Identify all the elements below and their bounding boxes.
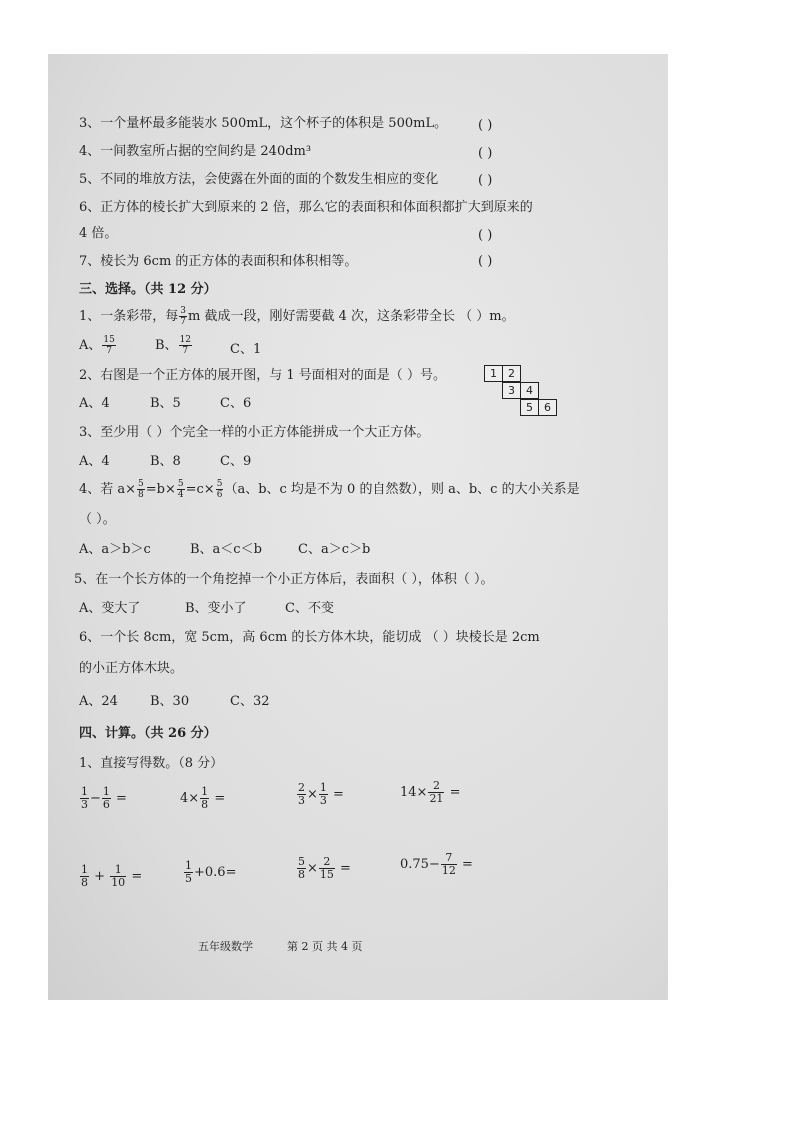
numerator: 5: [216, 479, 223, 489]
choice-q4-line2: （ ）。: [79, 512, 116, 527]
fraction: [184, 860, 193, 885]
judge-q7-paren: ( ): [478, 254, 493, 269]
judge-q5-paren: ( ): [478, 173, 493, 188]
numerator: 1: [81, 863, 88, 876]
judge-q6-line2: 4 倍。: [79, 226, 118, 241]
net-face-6: 6: [538, 399, 557, 416]
equals: =: [214, 791, 226, 806]
judge-q6-line1: 6、正方体的棱长扩大到原来的 2 倍，那么它的表面积和体面积都扩大到原来的: [79, 200, 533, 215]
operator: ×: [307, 861, 318, 876]
denominator: 5: [185, 872, 192, 885]
equals: =: [449, 785, 461, 800]
calc-section-title: 四、计算。（共 26 分）: [79, 726, 217, 741]
calc-expr-8: [400, 852, 473, 877]
choice-q6-option-b: B、30: [150, 694, 190, 709]
numerator: 5: [177, 479, 184, 489]
net-face-5: 5: [520, 399, 539, 416]
numerator: 7: [441, 852, 457, 865]
cube-net-diagram: [484, 365, 574, 419]
operator: −: [90, 791, 101, 806]
denominator: 7: [182, 346, 189, 356]
q4-text: =c×: [185, 482, 215, 497]
choice-q1-option-a: [79, 334, 117, 356]
numerator: 12: [179, 335, 192, 345]
net-face-1: 1: [484, 365, 503, 382]
numerator: 3: [180, 306, 187, 316]
judge-q4-paren: ( ): [478, 146, 493, 161]
judge-q4: 4、一间教室所占据的空间约是 240dm³: [79, 144, 312, 159]
choice-q3-option-c: C、9: [220, 454, 252, 469]
choice-q5: 5、在一个长方体的一个角挖掉一个小正方体后，表面积（ ），体积（ ）。: [74, 572, 494, 587]
choice-q4-option-c: C、a＞c＞b: [298, 542, 371, 557]
numerator: 1: [319, 781, 327, 794]
q4-fraction-1: [137, 479, 145, 500]
denominator: 8: [201, 798, 209, 811]
q4-text: （a、b、c 均是不为 0 的自然数），则 a、b、c 的大小关系是: [224, 482, 580, 497]
choice-q5-option-a: A、变大了: [79, 601, 141, 616]
denominator: 3: [298, 794, 305, 807]
judge-q7: 7、棱长为 6cm 的正方体的表面积和体积相等。: [79, 254, 358, 269]
calc-expr-6: [183, 860, 236, 885]
operand: 4×: [180, 791, 200, 806]
denominator: 8: [298, 868, 305, 881]
option-fraction: [102, 335, 115, 356]
numerator: 1: [102, 785, 110, 798]
fraction: [200, 786, 209, 811]
choice-q6-option-c: C、32: [230, 694, 270, 709]
option-label: A、: [79, 338, 102, 353]
choice-q4: [79, 478, 580, 500]
calc-expr-3: [296, 782, 344, 807]
net-face-4: 4: [520, 382, 539, 399]
numerator: 1: [81, 785, 88, 798]
choice-q4-option-b: B、a＜c＜b: [190, 542, 262, 557]
q4-text: =b×: [145, 482, 176, 497]
numerator: 2: [428, 780, 444, 793]
denominator: 4: [177, 490, 184, 500]
choice-q2-option-b: B、5: [150, 396, 181, 411]
equals: =: [340, 861, 351, 876]
fraction: [428, 780, 444, 805]
q4-text: 4、若 a×: [79, 482, 137, 497]
fraction: [319, 856, 335, 881]
numerator: 15: [103, 335, 115, 345]
choice-q5-option-c: C、不变: [285, 601, 334, 616]
choice-q2-option-a: A、4: [79, 396, 110, 411]
choice-q1-option-b: [155, 334, 193, 356]
choice-q6: 6、一个长 8cm，宽 5cm，高 6cm 的长方体木块，能切成 （ ）块棱长是 2cm: [79, 630, 540, 645]
choice-q5-option-b: B、变小了: [185, 601, 247, 616]
calc-expr-1: [79, 786, 127, 811]
choice-q6-line2: 的小正方体木块。: [79, 661, 184, 676]
fraction: [102, 786, 111, 811]
choice-q2: 2、右图是一个正方体的展开图，与 1 号面相对的面是（ ）号。: [79, 368, 446, 383]
judge-q5: 5、不同的堆放方法，会使露在外面的面的个数发生相应的变化: [79, 172, 439, 187]
numerator: 1: [201, 785, 209, 798]
footer-page-number: 第 2 页 共 4 页: [287, 940, 363, 953]
numerator: 5: [298, 855, 305, 868]
calc-expr-4: [400, 780, 460, 805]
operator: +: [94, 869, 106, 884]
choice-q1-pre: 1、一条彩带，每: [79, 309, 179, 324]
numerator: 2: [298, 781, 305, 794]
choice-q6-option-a: A、24: [79, 694, 118, 709]
choice-q4-option-a: A、a＞b＞c: [79, 542, 151, 557]
operand: 0.75−: [400, 857, 440, 872]
calc-expr-7: [296, 856, 351, 881]
equals: =: [461, 857, 473, 872]
denominator: 7: [180, 317, 187, 327]
equals: =: [116, 791, 127, 806]
fraction: [80, 786, 89, 811]
denominator: 8: [81, 876, 88, 889]
choice-q2-option-c: C、6: [220, 396, 252, 411]
choice-q1: [79, 305, 515, 327]
choice-q1-option-c: C、1: [230, 342, 262, 357]
operand: +0.6=: [194, 865, 237, 880]
choice-q3-option-b: B、8: [150, 454, 181, 469]
fraction: [80, 864, 89, 889]
choice-q3: 3、至少用（ ）个完全一样的小正方体能拼成一个大正方体。: [79, 425, 430, 440]
equals: =: [131, 869, 143, 884]
operand: 14×: [400, 785, 428, 800]
net-face-2: 2: [502, 365, 521, 382]
denominator: 8: [138, 490, 144, 500]
denominator: 12: [441, 864, 456, 877]
numerator: 5: [138, 479, 144, 489]
calc-expr-2: [180, 786, 225, 811]
fraction: [110, 864, 126, 889]
fraction: [297, 856, 306, 881]
q4-fraction-2: [177, 479, 185, 500]
denominator: 3: [319, 794, 327, 807]
denominator: 10: [111, 876, 126, 889]
denominator: 7: [106, 346, 112, 356]
fraction: [441, 852, 457, 877]
choice-section-title: 三、选择。（共 12 分）: [79, 282, 217, 297]
numerator: 1: [110, 864, 126, 877]
equals: =: [333, 787, 344, 802]
fraction: [297, 782, 306, 807]
footer-subject: 五年级数学: [198, 940, 253, 953]
judge-q3: 3、一个量杯最多能装水 500mL，这个杯子的体积是 500mL。: [79, 116, 448, 131]
calc-subsection-title: 1、直接写得数。（8 分）: [79, 756, 224, 771]
operator: ×: [307, 787, 318, 802]
choice-q1-fraction: [179, 306, 187, 327]
denominator: 3: [81, 798, 88, 811]
calc-expr-5: [79, 864, 142, 889]
fraction: [319, 782, 328, 807]
choice-q1-post: m 截成一段，刚好需要截 4 次，这条彩带全长 （ ）m。: [188, 309, 515, 324]
denominator: 6: [216, 490, 223, 500]
judge-q3-paren: ( ): [478, 118, 493, 133]
q4-fraction-3: [216, 479, 224, 500]
numerator: 2: [319, 856, 335, 869]
option-label: B、: [155, 338, 178, 353]
numerator: 1: [185, 859, 192, 872]
judge-q6-paren: ( ): [478, 228, 493, 243]
net-face-3: 3: [502, 382, 521, 399]
choice-q3-option-a: A、4: [79, 454, 110, 469]
denominator: 6: [102, 798, 110, 811]
denominator: 15: [319, 868, 334, 881]
option-fraction: [179, 335, 192, 356]
denominator: 21: [429, 792, 444, 805]
